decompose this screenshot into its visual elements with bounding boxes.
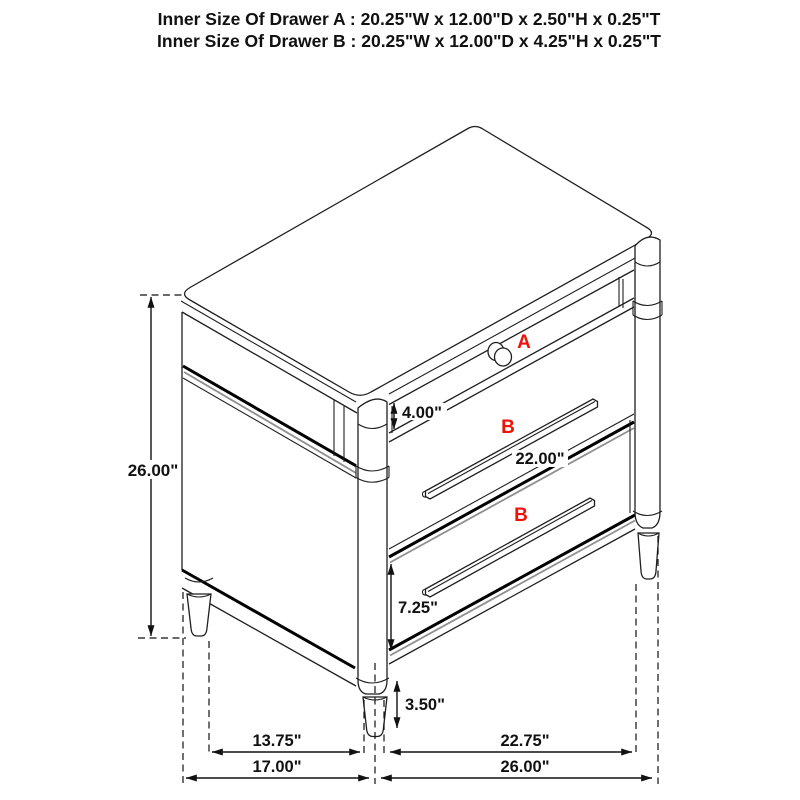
- front-corner-post: [356, 399, 389, 694]
- title-drawer-a-size: Inner Size Of Drawer A : 20.25"W x 12.00"D x 2.50"H x 0.25"T: [157, 9, 661, 29]
- drawer-b2-handle: [422, 498, 594, 597]
- dim-label-leg-height: 3.50": [405, 696, 445, 714]
- title-drawer-b-size: Inner Size Of Drawer B : 20.25"W x 12.00"D x 4.25"H x 0.25"T: [157, 31, 661, 51]
- side-mid-rail-lower: [183, 378, 356, 478]
- dim-label-overall-depth: 17.00": [252, 758, 302, 776]
- drawer-b-bottom-label: B: [514, 505, 528, 526]
- dim-label-overall-width: 26.00": [500, 758, 550, 776]
- right-post-body: [635, 237, 660, 528]
- drawer-a-label: A: [517, 332, 531, 353]
- dim-label-drawer-b-height: 7.25": [398, 599, 438, 617]
- drawer-b-middle-label: B: [501, 417, 515, 438]
- dim-label-handle-length: 22.00": [515, 450, 565, 468]
- drawer-a-knob-icon: [488, 343, 512, 367]
- dim-label-drawer-a-height: 4.00": [402, 404, 442, 422]
- front-post-body: [358, 399, 387, 694]
- nightstand-drawing: [181, 127, 662, 737]
- dim-label-front-leg-span: 22.75": [500, 732, 550, 750]
- top-face: [185, 127, 652, 396]
- dim-label-side-leg-span: 13.75": [252, 732, 302, 750]
- right-corner-post: [633, 237, 662, 528]
- dim-label-overall-height: 26.00": [127, 461, 179, 480]
- right-leg: [638, 533, 659, 579]
